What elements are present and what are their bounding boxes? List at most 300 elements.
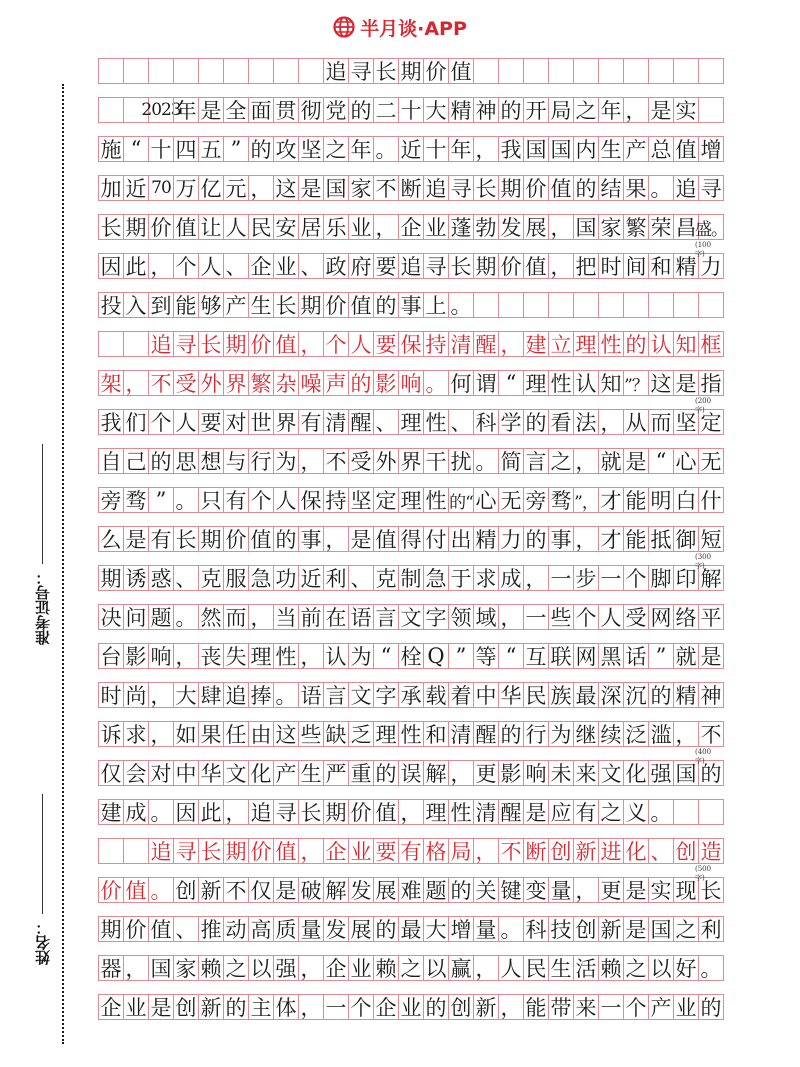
grid-cell (573, 799, 599, 825)
essay-char: 国 (675, 762, 697, 786)
essay-char: 二 (375, 99, 397, 123)
grid-cell (223, 916, 249, 942)
grid-cell (448, 370, 474, 396)
grid-cell (273, 838, 299, 864)
grid-cell (323, 331, 349, 357)
essay-char: 寻 (450, 177, 472, 201)
grid-cell (573, 643, 599, 669)
grid-cell (248, 487, 274, 513)
essay-char: 长 (700, 879, 722, 903)
grid-cell (348, 604, 374, 630)
grid-cell (398, 838, 424, 864)
essay-char: 保 (400, 333, 422, 357)
essay-char: 响 (400, 372, 422, 396)
essay-char: 沉 (625, 684, 647, 708)
grid-cell (673, 526, 699, 552)
essay-char: 家 (175, 957, 197, 981)
grid-cell (473, 97, 499, 123)
essay-char: 醒 (475, 723, 497, 747)
grid-cell (173, 994, 199, 1020)
grid-cell (398, 136, 424, 162)
grid-cell (623, 604, 649, 630)
essay-char: 任 (225, 723, 247, 747)
essay-char: 诱 (125, 567, 147, 591)
essay-char: 字 (375, 684, 397, 708)
essay-char: 人 (175, 411, 197, 435)
essay-char: 十 (400, 99, 422, 123)
essay-char: 量 (550, 879, 572, 903)
grid-cell (123, 409, 149, 435)
essay-char: 为 (350, 645, 372, 669)
grid-cell (223, 994, 249, 1020)
essay-char: ” (230, 137, 242, 161)
exam-id-label (32, 440, 58, 649)
essay-char: 等 (475, 645, 497, 669)
grid-cell (273, 604, 299, 630)
essay-char: 保 (300, 489, 322, 513)
grid-cell (448, 136, 474, 162)
essay-char: 个 (325, 333, 347, 357)
grid-cell (348, 58, 374, 84)
essay-char: 神 (475, 99, 497, 123)
grid-cell (623, 682, 649, 708)
grid-cell (598, 409, 624, 435)
essay-char: 一 (600, 567, 622, 591)
essay-char: 、 (350, 567, 372, 591)
grid-cell (298, 526, 324, 552)
grid-cell (123, 760, 149, 786)
grid-cell (248, 370, 274, 396)
essay-char: 企 (100, 996, 122, 1020)
essay-char: 载 (425, 684, 447, 708)
essay-char: 技 (550, 918, 572, 942)
essay-char: 家 (350, 177, 372, 201)
essay-char: 荣 (650, 216, 672, 240)
essay-char: 未 (550, 762, 572, 786)
grid-cell (423, 526, 449, 552)
essay-char: 期 (125, 216, 147, 240)
grid-cell (198, 916, 224, 942)
grid-cell (323, 760, 349, 786)
essay-char: 价 (125, 918, 147, 942)
essay-char: ， (450, 762, 472, 786)
title-char: 寻 (350, 60, 372, 84)
essay-char: 乐 (325, 216, 347, 240)
essay-char: 的 (700, 762, 722, 786)
grid-cell (198, 565, 224, 591)
essay-char: 国 (550, 138, 572, 162)
grid-cell (398, 526, 424, 552)
essay-char: 理 (375, 723, 397, 747)
grid-cell (423, 487, 449, 513)
essay-char: 的 (350, 372, 372, 396)
grid-cell (398, 760, 424, 786)
essay-char: 万 (175, 177, 197, 201)
grid-cell (348, 565, 374, 591)
essay-char: 惑 (150, 567, 172, 591)
grid-cell (673, 643, 699, 669)
grid-cell (548, 682, 574, 708)
grid-cell (448, 916, 474, 942)
grid-cell (598, 604, 624, 630)
essay-char: 发 (325, 918, 347, 942)
essay-char: ， (475, 840, 497, 864)
grid-cell (573, 292, 599, 318)
essay-char: 强 (650, 762, 672, 786)
grid-cell (398, 97, 424, 123)
essay-char: 个 (625, 996, 647, 1020)
essay-char: 界 (275, 411, 297, 435)
grid-cell (398, 448, 424, 474)
grid-cell (98, 604, 124, 630)
grid-cell (198, 487, 224, 513)
essay-char: 长 (175, 528, 197, 552)
essay-char: 值 (350, 294, 372, 318)
essay-char: 认 (650, 333, 672, 357)
essay-char: 以 (425, 957, 447, 981)
grid-cell (623, 487, 649, 513)
essay-char: 旁 (100, 489, 122, 513)
essay-char: 抵 (650, 528, 672, 552)
essay-char: 承 (400, 684, 422, 708)
essay-char: 国 (150, 957, 172, 981)
essay-char: 。 (375, 138, 397, 162)
grid-cell (273, 682, 299, 708)
grid-cell (373, 97, 399, 123)
essay-char: 四 (175, 138, 197, 162)
essay-char: 贯 (275, 99, 297, 123)
essay-char: 法 (575, 411, 597, 435)
essay-char: 人 (500, 957, 522, 981)
essay-char: 克 (200, 567, 222, 591)
grid-cell (423, 838, 449, 864)
essay-char: 克 (375, 567, 397, 591)
essay-char: 网 (650, 606, 672, 630)
grid-cell (373, 994, 399, 1020)
essay-char: 赖 (375, 957, 397, 981)
grid-cell (223, 331, 249, 357)
grid-cell (198, 409, 224, 435)
grid-cell (548, 331, 574, 357)
essay-char: 无 (500, 489, 522, 513)
essay-char: 、 (225, 255, 247, 279)
essay-char: 功 (275, 567, 297, 591)
grid-cell (448, 409, 474, 435)
essay-char: 大 (175, 684, 197, 708)
grid-cell (298, 370, 324, 396)
essay-char: 企 (325, 840, 347, 864)
essay-char: 华 (200, 762, 222, 786)
grid-row (98, 838, 723, 864)
essay-char: 噪 (300, 372, 322, 396)
grid-cell (623, 838, 649, 864)
grid-cell (448, 682, 474, 708)
grid-cell (348, 136, 374, 162)
grid-cell (523, 253, 549, 279)
grid-cell (473, 136, 499, 162)
essay-char: 值 (675, 138, 697, 162)
grid-cell (273, 292, 299, 318)
essay-char: 理 (400, 489, 422, 513)
essay-char: 的 (500, 723, 522, 747)
grid-cell (473, 565, 499, 591)
grid-cell (523, 58, 549, 84)
grid-cell (273, 331, 299, 357)
essay-char: 的 (525, 528, 547, 552)
grid-cell (123, 526, 149, 552)
grid-cell (273, 136, 299, 162)
grid-cell (348, 448, 374, 474)
grid-cell (273, 916, 299, 942)
essay-char: 的 (150, 450, 172, 474)
grid-cell (523, 955, 549, 981)
essay-char: 定 (700, 411, 722, 435)
grid-cell (223, 175, 249, 201)
grid-cell (673, 97, 699, 123)
grid-cell (98, 526, 124, 552)
grid-cell (98, 682, 124, 708)
grid-cell (598, 253, 624, 279)
essay-char: ， (500, 606, 522, 630)
essay-char: 能 (525, 996, 547, 1020)
essay-char: 有 (225, 489, 247, 513)
grid-cell (573, 604, 599, 630)
grid-row (98, 97, 723, 123)
essay-char: 想 (200, 450, 222, 474)
grid-cell (248, 916, 274, 942)
grid-cell (398, 292, 424, 318)
grid-cell (698, 175, 724, 201)
grid-cell (248, 760, 274, 786)
grid-cell (573, 760, 599, 786)
grid-cell (548, 760, 574, 786)
grid-cell (323, 604, 349, 630)
essay-char: 个 (350, 996, 372, 1020)
grid-cell (273, 955, 299, 981)
grid-cell (298, 292, 324, 318)
essay-char: 理 (400, 411, 422, 435)
essay-char: 难 (400, 879, 422, 903)
essay-char: 。 (450, 294, 472, 318)
grid-cell (323, 292, 349, 318)
grid-cell (348, 994, 374, 1020)
essay-char: 产 (275, 762, 297, 786)
grid-cell (223, 526, 249, 552)
grid-cell (623, 292, 649, 318)
grid-cell (323, 370, 349, 396)
grid-cell (223, 370, 249, 396)
essay-char: 更 (600, 879, 622, 903)
grid-cell (98, 721, 124, 747)
grid-cell (523, 370, 549, 396)
essay-char: 简 (500, 450, 522, 474)
grid-cell (448, 448, 474, 474)
essay-char: 受 (625, 606, 647, 630)
essay-char: 这 (650, 372, 672, 396)
essay-char: 才 (600, 528, 622, 552)
grid-cell (698, 331, 724, 357)
grid-cell (498, 955, 524, 981)
grid-cell (623, 331, 649, 357)
grid-cell (98, 643, 124, 669)
grid-cell (273, 58, 299, 84)
grid-cell (298, 916, 324, 942)
grid-cell (648, 760, 674, 786)
grid-cell (98, 214, 124, 240)
essay-char: 坚 (350, 489, 372, 513)
essay-char: 我 (100, 411, 122, 435)
grid-cell (598, 136, 624, 162)
grid-row (98, 916, 723, 942)
essay-char: 有 (300, 411, 322, 435)
essay-char: 的 (625, 333, 647, 357)
grid-cell (573, 253, 599, 279)
essay-char: 坚 (675, 411, 697, 435)
essay-char: 间 (625, 255, 647, 279)
essay-char: 业 (350, 216, 372, 240)
essay-char: 要 (375, 840, 397, 864)
essay-char: 在 (325, 606, 347, 630)
essay-char: 业 (425, 216, 447, 240)
grid-cell (398, 643, 424, 669)
grid-cell (498, 58, 524, 84)
grid-cell (523, 526, 549, 552)
grid-cell (373, 526, 399, 552)
essay-char: 个 (150, 411, 172, 435)
essay-char: 产 (650, 996, 672, 1020)
grid-cell (298, 721, 324, 747)
essay-char: 旁 (525, 489, 547, 513)
essay-char: 脚 (650, 567, 672, 591)
essay-char: 70 (151, 178, 171, 198)
essay-char: 民 (250, 216, 272, 240)
grid-cell (673, 721, 699, 747)
grid-cell (673, 955, 699, 981)
essay-char: 影 (375, 372, 397, 396)
essay-char: 能 (625, 489, 647, 513)
grid-cell (423, 409, 449, 435)
grid-cell (498, 97, 524, 123)
grid-cell (473, 721, 499, 747)
grid-cell (223, 487, 249, 513)
grid-cell (648, 97, 674, 123)
globe-icon (333, 16, 355, 38)
essay-char: 定 (375, 489, 397, 513)
grid-cell (198, 721, 224, 747)
grid-cell (523, 799, 549, 825)
grid-cell (548, 448, 574, 474)
essay-char: 全 (225, 99, 247, 123)
essay-char: ， (575, 528, 597, 552)
essay-char: 展 (525, 216, 547, 240)
essay-char: ， (550, 255, 572, 279)
grid-cell (448, 838, 474, 864)
essay-char: 行 (250, 450, 272, 474)
grid-cell (248, 448, 274, 474)
essay-char: 来 (575, 762, 597, 786)
essay-char: 是 (525, 801, 547, 825)
essay-char: 发 (350, 879, 372, 903)
grid-cell (548, 58, 574, 84)
grid-cell (423, 253, 449, 279)
grid-cell (223, 838, 249, 864)
essay-char: 、 (375, 411, 397, 435)
grid-cell (348, 175, 374, 201)
grid-row (98, 721, 723, 747)
essay-char: ， (550, 216, 572, 240)
grid-cell (473, 253, 499, 279)
grid-cell (623, 136, 649, 162)
essay-char: 些 (300, 723, 322, 747)
grid-cell (398, 487, 424, 513)
grid-cell (173, 370, 199, 396)
grid-cell (198, 370, 224, 396)
grid-cell (398, 58, 424, 84)
essay-char: 不 (150, 372, 172, 396)
essay-char: 结 (600, 177, 622, 201)
grid-cell (173, 760, 199, 786)
grid-cell (573, 409, 599, 435)
essay-char: 带 (550, 996, 572, 1020)
grid-cell (198, 214, 224, 240)
grid-cell (548, 136, 574, 162)
essay-char: 无 (700, 450, 722, 474)
essay-char: 追 (250, 801, 272, 825)
grid-cell (673, 994, 699, 1020)
grid-cell (148, 136, 174, 162)
binding-margin-dotted-line (62, 84, 64, 1044)
grid-cell (548, 604, 574, 630)
grid-cell (498, 994, 524, 1020)
essay-char: ， (300, 645, 322, 669)
grid-cell (473, 292, 499, 318)
grid-cell (348, 799, 374, 825)
essay-char: 决 (100, 606, 122, 630)
essay-char: 总 (650, 138, 672, 162)
essay-char: ， (125, 372, 147, 396)
grid-cell (98, 838, 124, 864)
grid-cell (448, 214, 474, 240)
essay-char: 清 (325, 411, 347, 435)
grid-cell (373, 487, 399, 513)
grid-cell (173, 916, 199, 942)
grid-cell (698, 721, 724, 747)
essay-char: 性 (425, 411, 447, 435)
essay-char: 文 (400, 606, 422, 630)
brand-name: 半月谈·APP (360, 17, 467, 40)
essay-char: 近 (125, 177, 147, 201)
grid-cell (123, 448, 149, 474)
essay-char: 自 (100, 450, 122, 474)
grid-cell (273, 877, 299, 903)
grid-cell (98, 448, 124, 474)
essay-char: 价 (150, 216, 172, 240)
essay-char: 元 (225, 177, 247, 201)
essay-char: 值 (125, 879, 147, 903)
essay-char: 界 (225, 372, 247, 396)
grid-cell (248, 877, 274, 903)
essay-char: 建 (100, 801, 122, 825)
essay-char: 寻 (425, 255, 447, 279)
grid-cell (648, 370, 674, 396)
essay-char: 个 (250, 489, 272, 513)
grid-cell (548, 799, 574, 825)
grid-cell (248, 58, 274, 84)
grid-cell (223, 448, 249, 474)
grid-cell (273, 253, 299, 279)
grid-cell (173, 955, 199, 981)
essay-char: ， (175, 645, 197, 669)
